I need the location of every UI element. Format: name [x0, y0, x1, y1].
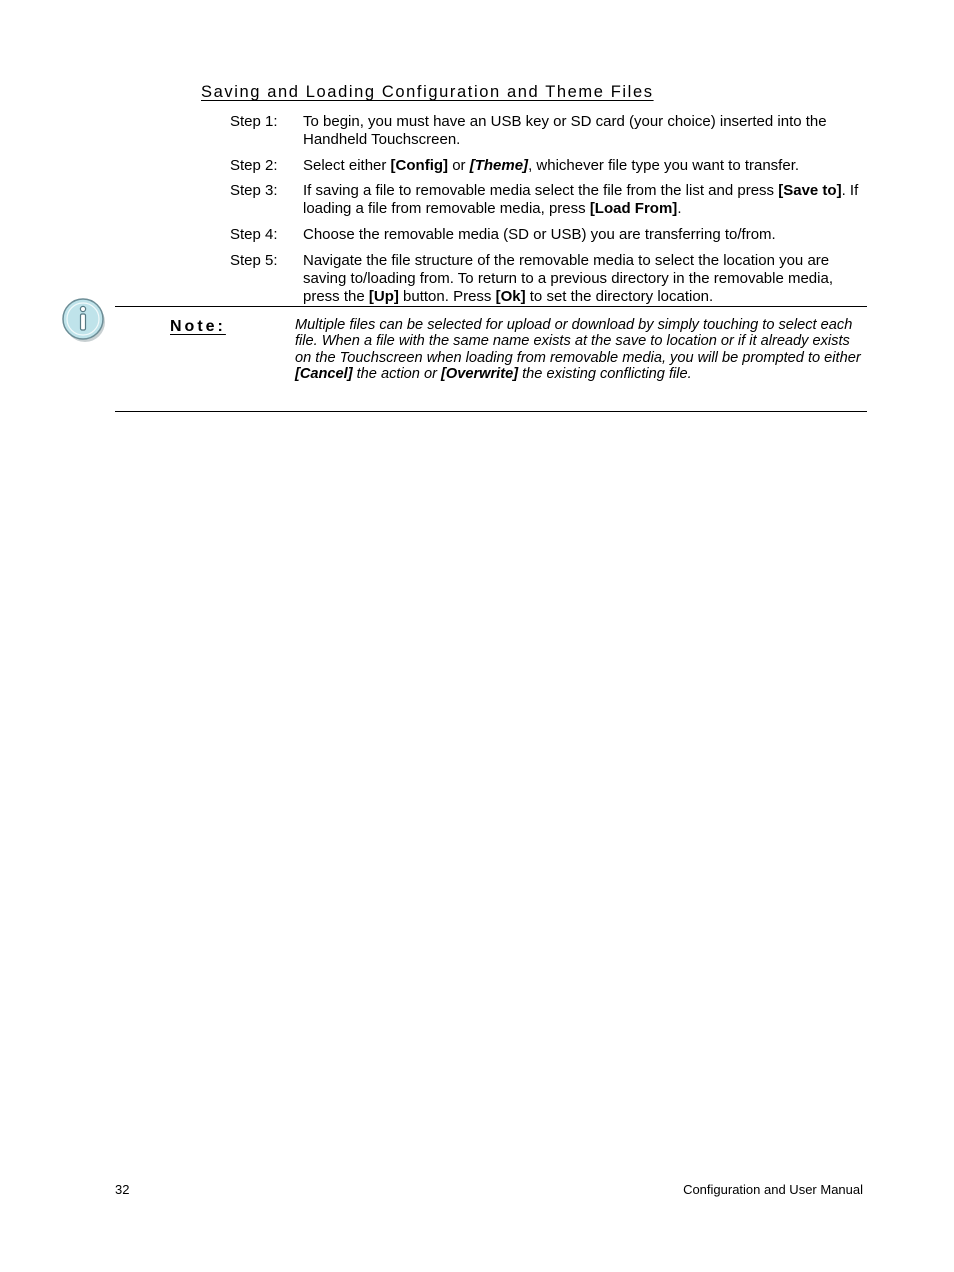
step-text: To begin, you must have an USB key or SD card (your choice) inserted into the Handheld Touchscreen.	[303, 113, 827, 148]
load-from-button-ref: [Load From]	[589, 200, 678, 217]
info-icon	[61, 297, 109, 345]
note-text: Multiple files can be selected for upload or download by simply touching to select each file. When a file with the same name exists at the save to location or if it already exists on the Touchscreen when loading from removable media, you will be prompted to either [Cancel] the action or [Overwrite] the existing conflicting file.	[295, 317, 861, 383]
step-text: If saving a file to removable media select the file from the list and press [Save to]. If loading a file from removable media, press [Load From].	[303, 182, 859, 217]
theme-button-ref: [Theme]	[469, 157, 529, 174]
step-2	[230, 157, 870, 175]
ok-button-ref: [Ok]	[495, 288, 526, 305]
step-5	[230, 252, 870, 306]
overwrite-button-ref: [Overwrite]	[441, 366, 519, 383]
section-heading: Saving and Loading Configuration and Theme Files	[201, 83, 654, 101]
page-number: 32	[115, 1182, 130, 1197]
step-label: Step 2:	[230, 157, 278, 174]
cancel-button-ref: [Cancel]	[295, 366, 353, 383]
step-label: Step 1:	[230, 113, 278, 130]
manual-title: Configuration and User Manual	[683, 1182, 863, 1197]
config-button-ref: [Config]	[390, 157, 449, 174]
step-label: Step 4:	[230, 226, 278, 243]
note-top-rule	[115, 306, 867, 307]
step-4	[230, 226, 870, 244]
up-button-ref: [Up]	[368, 288, 399, 305]
step-1	[230, 113, 870, 149]
step-label: Step 3:	[230, 182, 278, 199]
step-text: Navigate the file structure of the removable media to select the location you are saving to/loading from. To return to a previous directory in the removable media, press the [Up] button. Press [Ok] to set the directory location.	[303, 252, 833, 305]
save-to-button-ref: [Save to]	[778, 182, 842, 199]
note-bottom-rule	[115, 411, 867, 412]
step-text: Choose the removable media (SD or USB) you are transferring to/from.	[303, 226, 776, 243]
step-label: Step 5:	[230, 252, 278, 269]
note-label: Note:	[170, 318, 226, 335]
step-text: Select either [Config] or [Theme], whichever file type you want to transfer.	[303, 157, 800, 174]
step-3	[230, 182, 870, 218]
